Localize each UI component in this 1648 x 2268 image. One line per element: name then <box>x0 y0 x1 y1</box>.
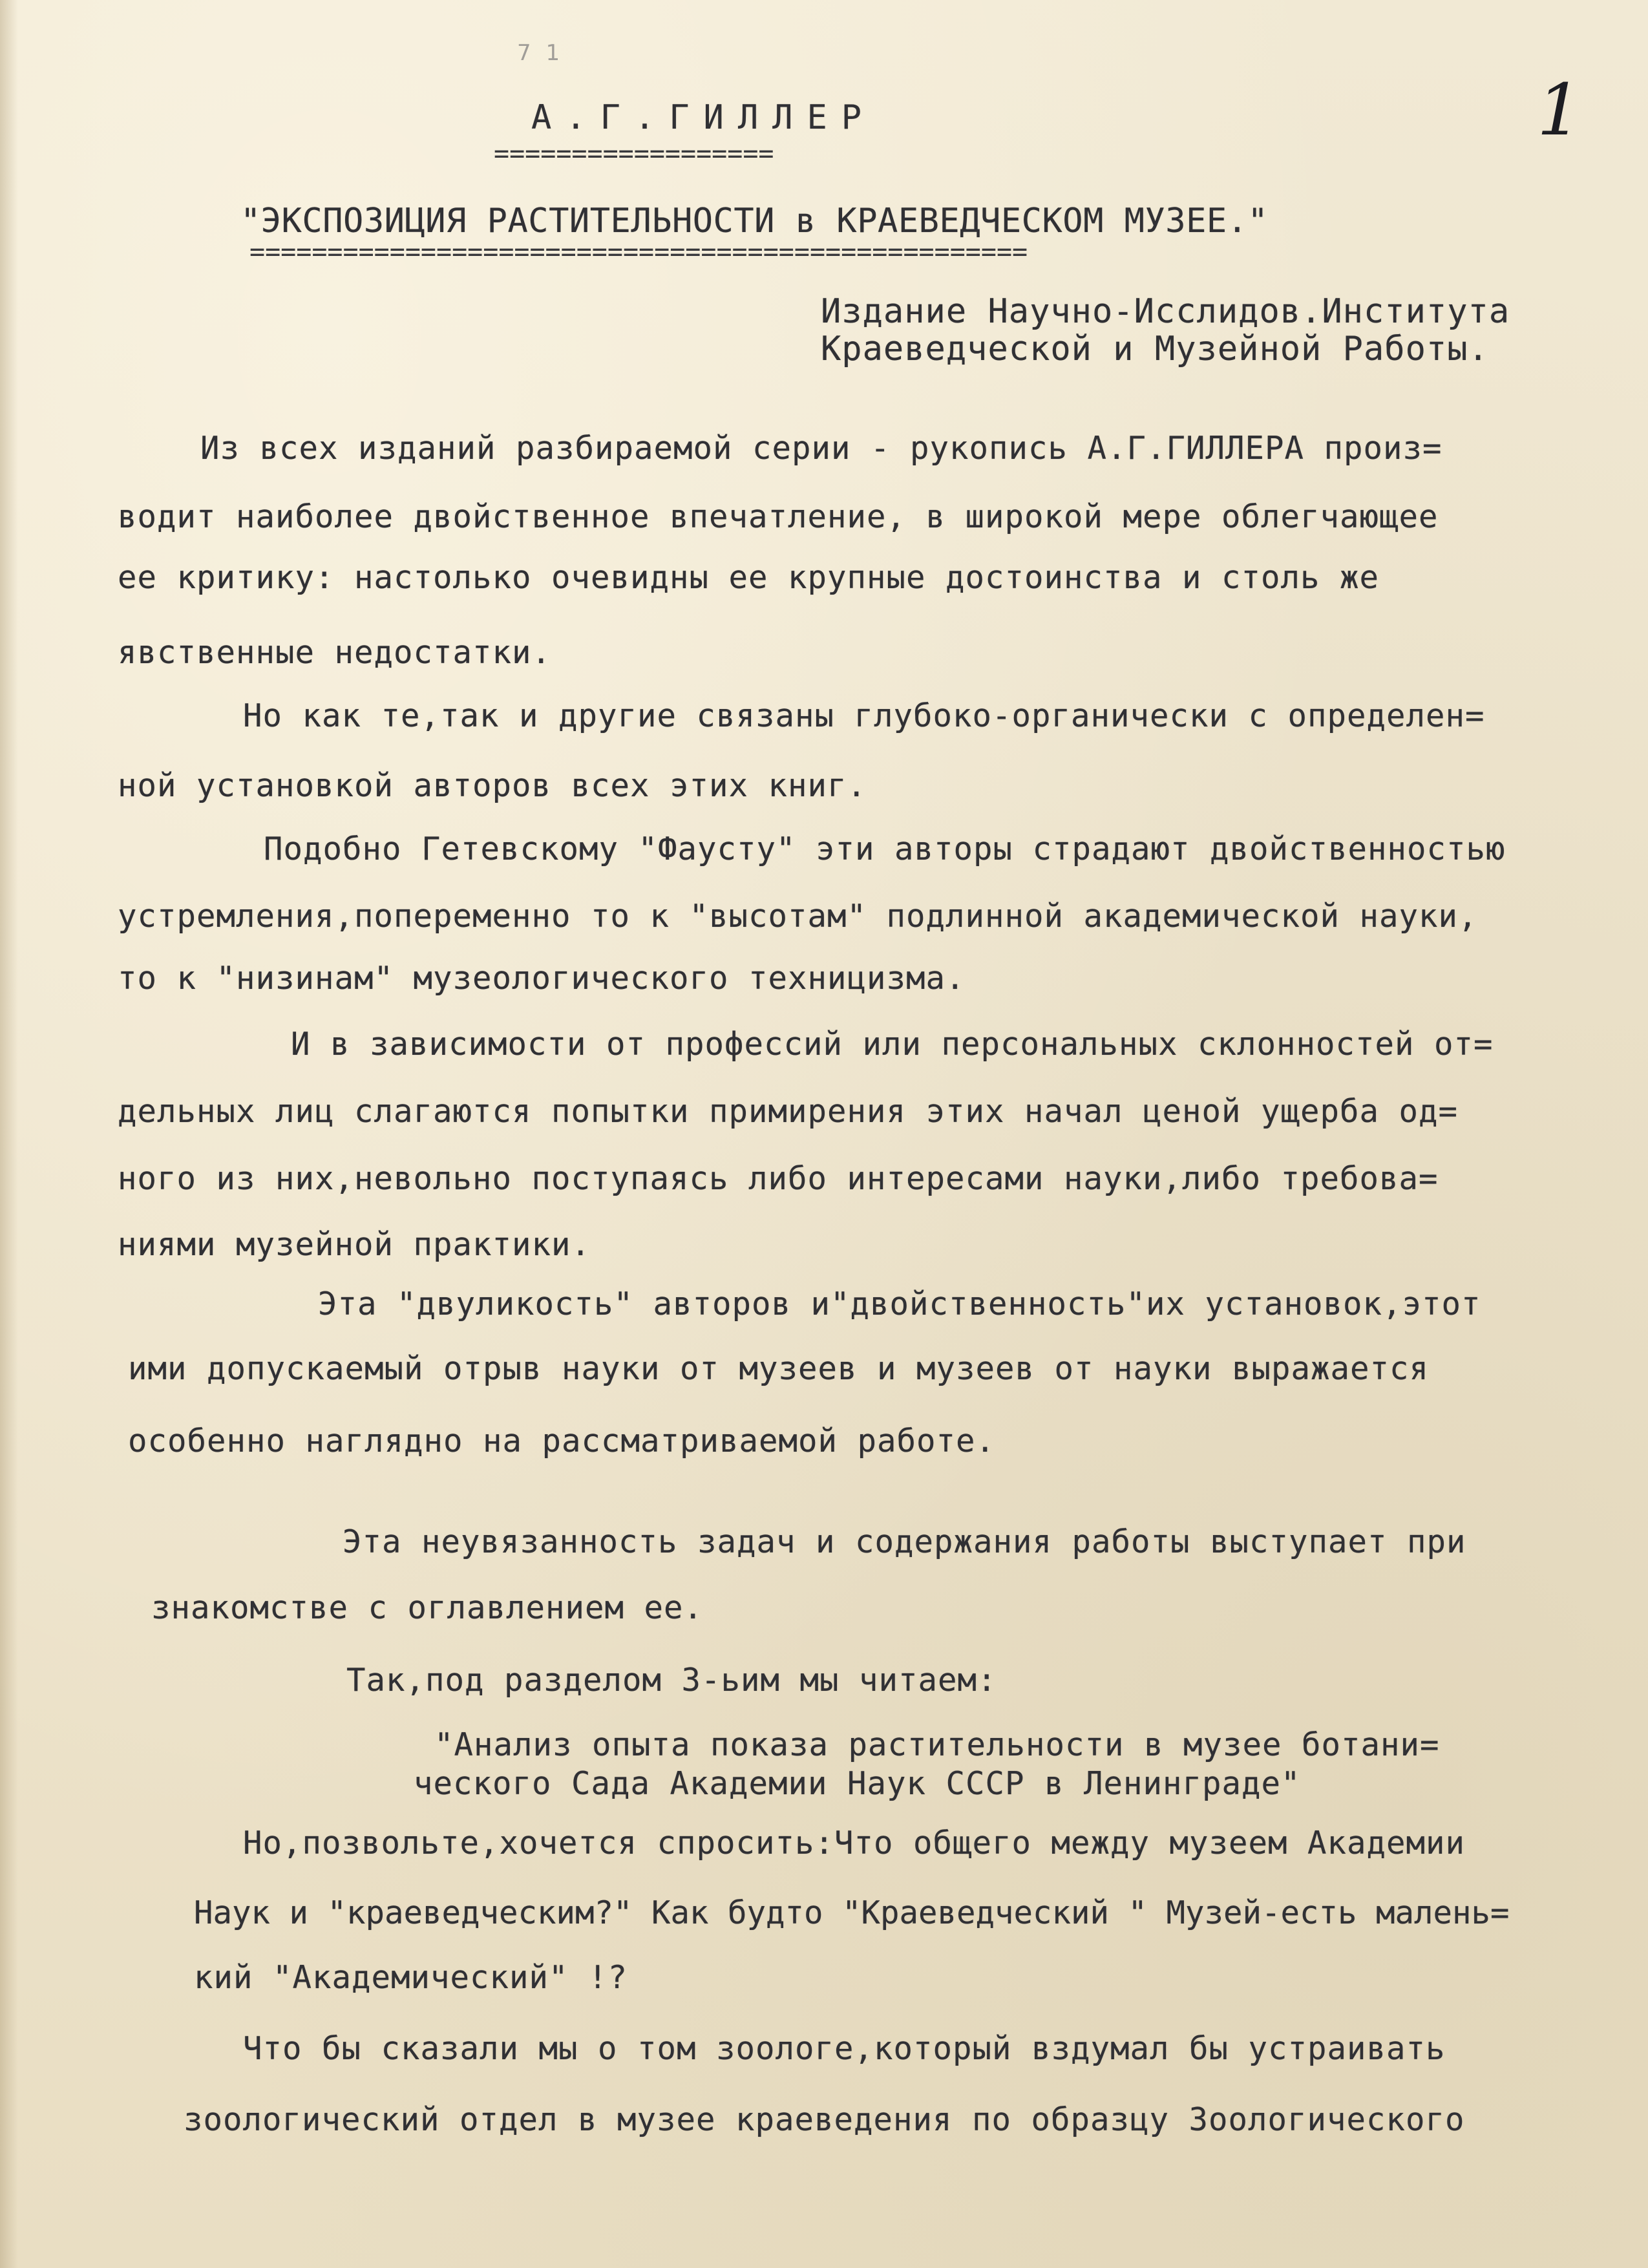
body-line: Так,под разделом 3-ьим мы читаем: <box>346 1662 997 1699</box>
body-line: Подобно Гетевскому "Фаусту" эти авторы страдают двойственностью <box>264 831 1506 867</box>
body-line: дельных лиц слагаются попытки примирения этих начал ценой ущерба од= <box>118 1093 1459 1130</box>
document-title: "ЭКСПОЗИЦИЯ РАСТИТЕЛЬНОСТИ в КРАЕВЕДЧЕСКОМ МУЗЕЕ." <box>240 202 1269 240</box>
body-line: знакомстве с оглавлением ее. <box>151 1589 704 1626</box>
body-line: Эта "двуликость" авторов и"двойственность"их установок,этот <box>318 1286 1481 1322</box>
body-line: Но,позвольте,хочется спросить:Что общего между музеем Академии <box>243 1825 1466 1861</box>
body-line: ниями музейной практики. <box>118 1226 591 1263</box>
body-line: устремления,попеременно то к "высотам" подлинной академической науки, <box>118 898 1478 935</box>
title-underline: ================================================== <box>249 239 1028 265</box>
body-line: Наук и "краеведческим?" Как будто "Краеведческий " Музей-есть малень= <box>194 1894 1510 1931</box>
page-number: 1 <box>1537 69 1582 151</box>
quote-line: "Анализ опыта показа растительности в музее ботани= <box>434 1726 1440 1763</box>
body-line: Что бы сказали мы о том зоологе,который вздумал бы устраивать <box>243 2030 1446 2067</box>
body-line: особенно наглядно на рассматриваемой работе. <box>128 1423 996 1459</box>
body-line: ной установкой авторов всех этих книг. <box>118 767 867 804</box>
body-line: зоологический отдел в музее краеведения по образцу Зоологического <box>184 2101 1465 2138</box>
author-name: А.Г.ГИЛЛЕР <box>531 98 876 137</box>
body-line: Но как те,так и другие связаны глубоко-органически с определен= <box>243 697 1485 734</box>
body-line: Эта неувязанность задач и содержания работы выступает при <box>343 1523 1466 1560</box>
body-line: то к "низинам" музеологического техницизма. <box>118 960 966 997</box>
pencil-mark: 7 1 <box>517 40 564 66</box>
publisher-line-1: Издание Научно-Исслидов.Института <box>821 292 1510 331</box>
publisher-line-2: Краеведческой и Музейной Работы. <box>821 330 1489 368</box>
body-line: ими допускаемый отрыв науки от музеев и музеев от науки выражается <box>128 1350 1430 1387</box>
body-line: И в зависимости от профессий или персональных склонностей от= <box>291 1026 1494 1063</box>
body-line: явственные недостатки. <box>118 634 552 671</box>
body-line: кий "Академический" !? <box>194 1959 628 1996</box>
body-line: ее критику: настолько очевидны ее крупные достоинства и столь же <box>118 559 1380 596</box>
body-line: Из всех изданий разбираемой серии - рукопись А.Г.ГИЛЛЕРА произ= <box>200 430 1442 467</box>
author-underline: ================== <box>494 141 774 167</box>
quote-line: ческого Сада Академии Наук СССР в Ленинграде" <box>414 1765 1301 1802</box>
page-edge-shadow <box>0 0 18 2268</box>
body-line: ного из них,невольно поступаясь либо интересами науки,либо требова= <box>118 1160 1439 1197</box>
body-line: водит наиболее двойственное впечатление, в широкой мере облегчающее <box>118 498 1439 535</box>
